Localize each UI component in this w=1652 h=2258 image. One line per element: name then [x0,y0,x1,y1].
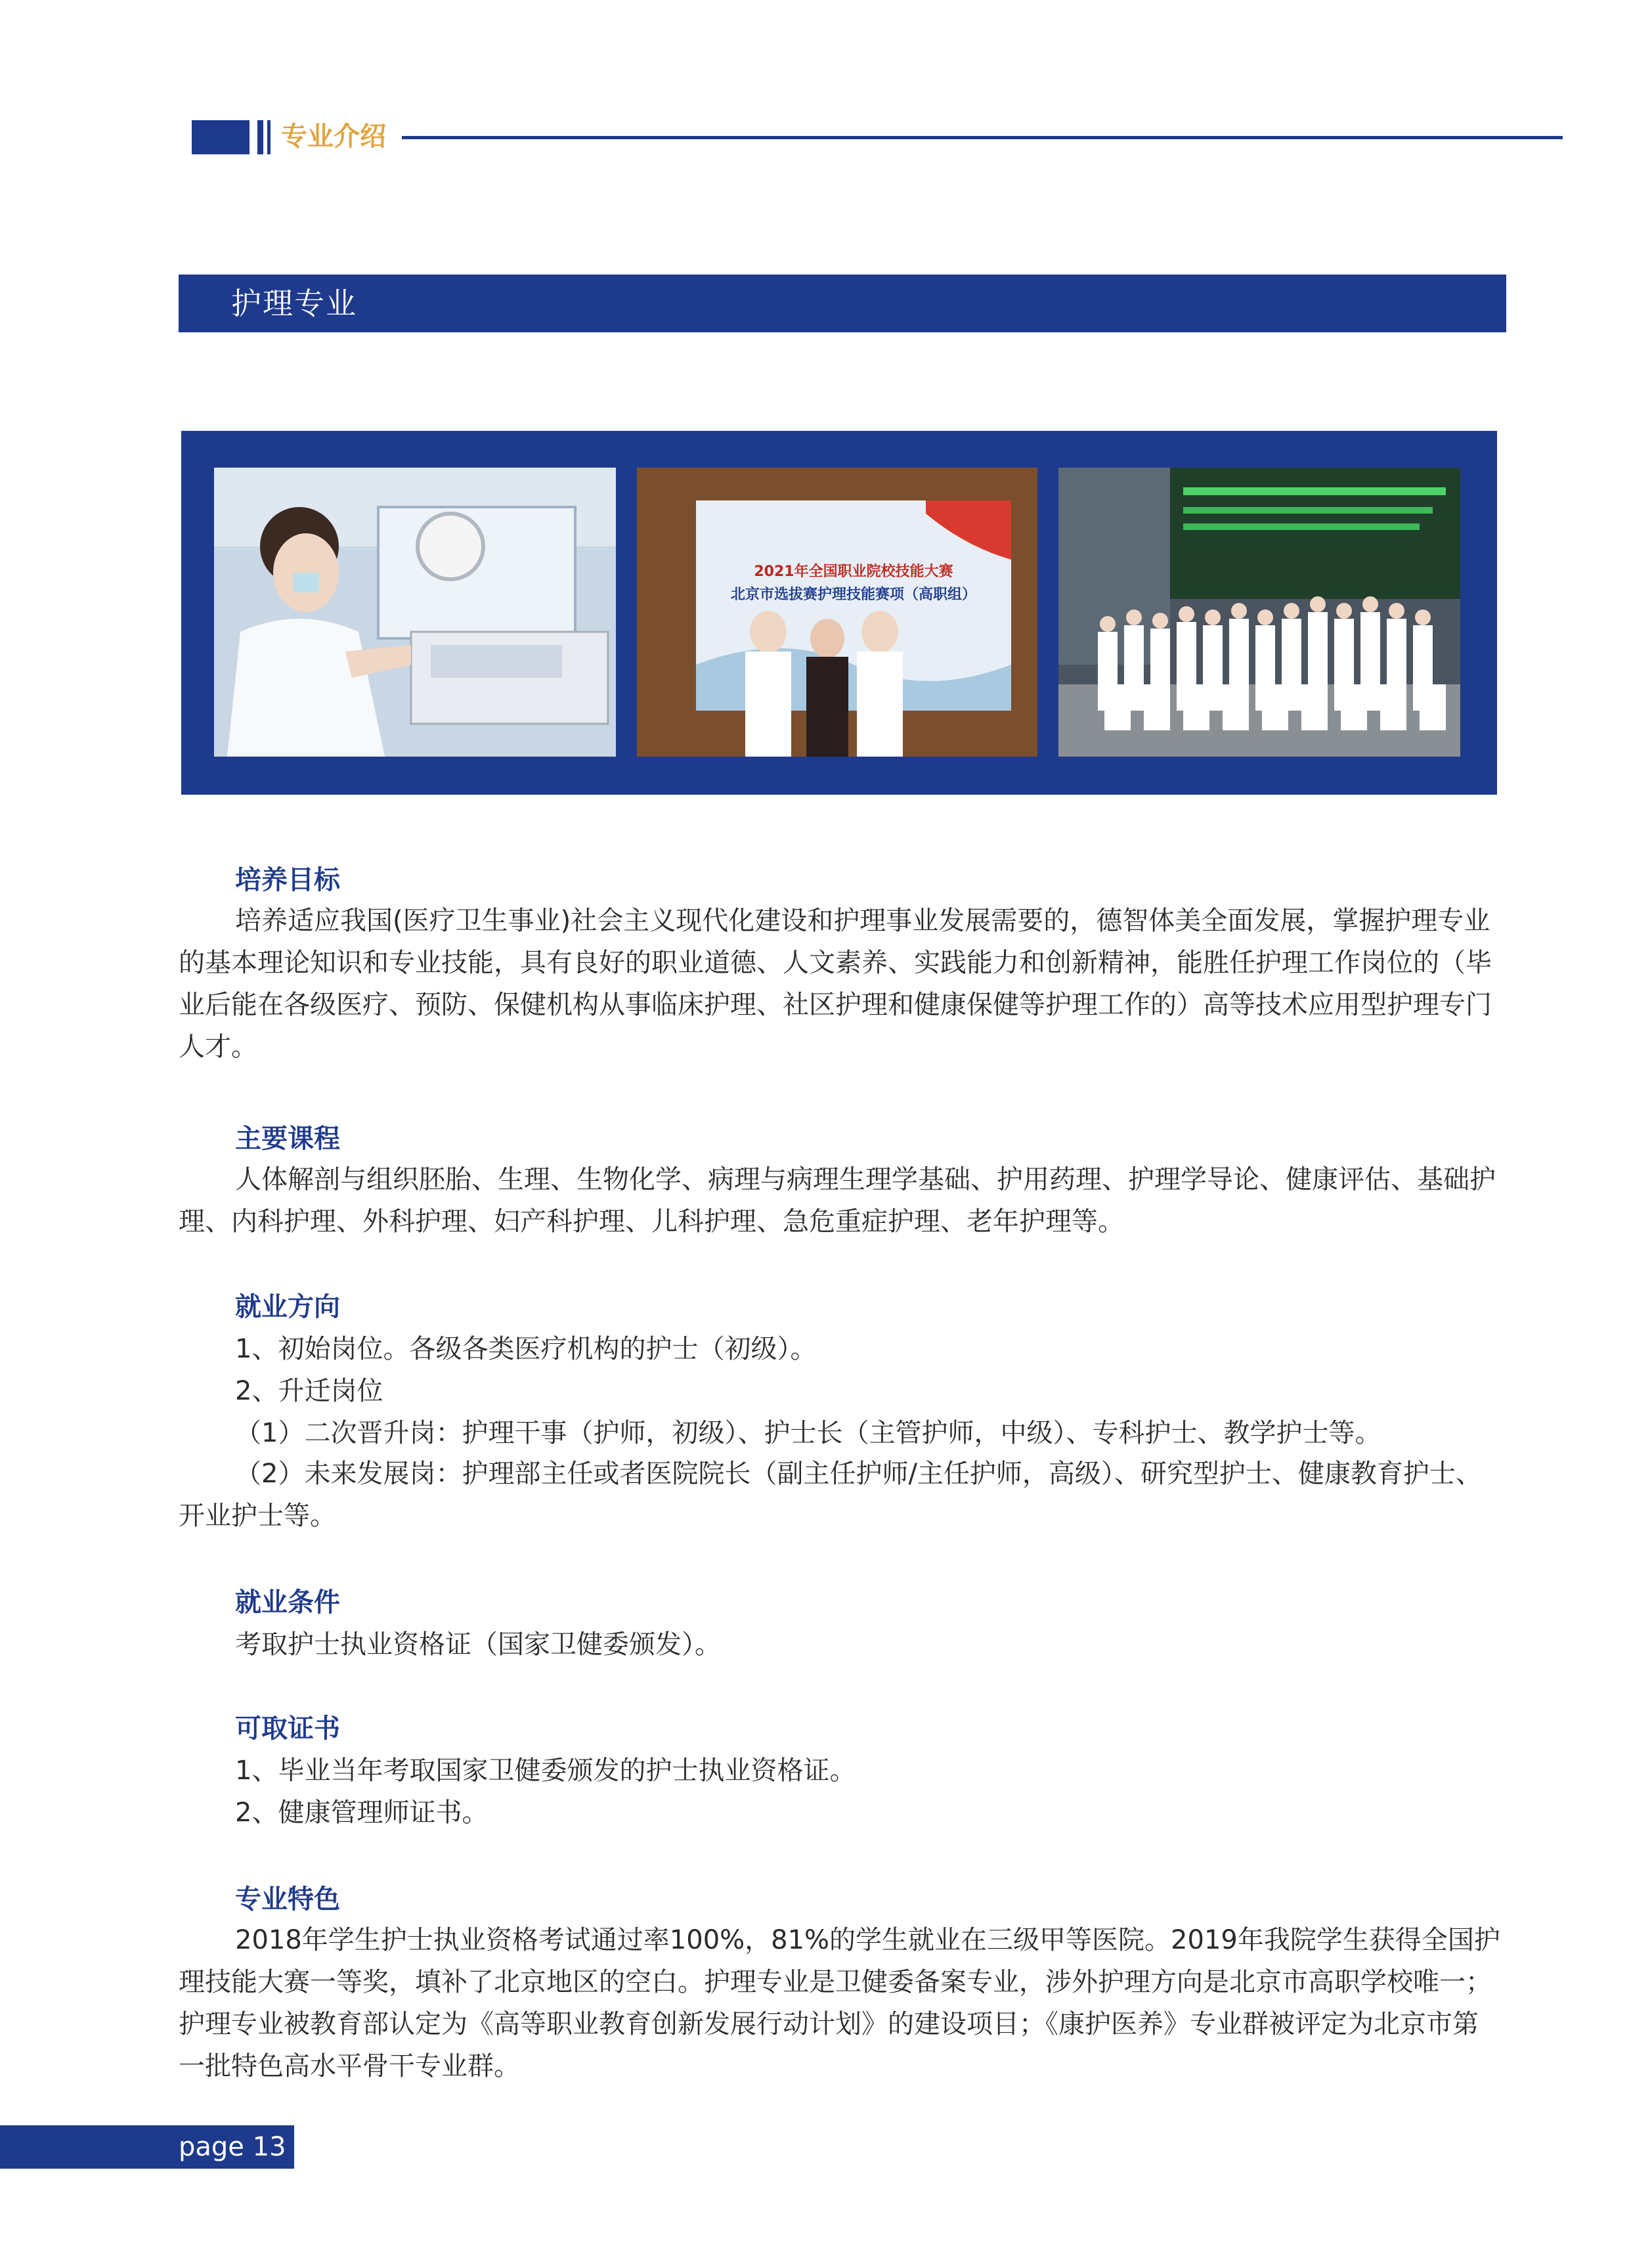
section-text-features: 2018年学生护士执业资格考试通过率100%，81%的学生就业在三级甲等医院。2019年我院学生获得全国护理技能大赛一等奖，填补了北京地区的空白。护理专业是卫健委备案专业，涉外护理方向是北京市高职学校唯一；护理专业被教育部认定为《高等职业教育创新发展行动计划》的建设项目；《康护医养》专业群被评定为北京市第一批特色高水平骨干专业群。 [179,1925,1500,2081]
section-text-courses: 人体解剖与组织胚胎、生理、生物化学、病理与病理生理学基础、护用药理、护理学导论、健康评估、基础护理、内科护理、外科护理、妇产科护理、儿科护理、急危重症护理、老年护理等。 [179,1164,1496,1237]
page-number: page 13 [179,2132,286,2162]
section-title-features: 专业特色 [235,1884,340,1915]
skills-competition-photo [637,468,1037,757]
cert-line: 2、健康管理师证书。 [235,1798,489,1828]
header-rule [402,136,1563,139]
career-line: 1、初始岗位。各级各类医疗机构的护士（初级）。 [235,1334,817,1364]
svg-text:2021年全国职业院校技能大赛: 2021年全国职业院校技能大赛 [754,564,953,580]
section-title-goal: 培养目标 [235,865,340,895]
header-stripe [267,120,271,154]
svg-text:北京市选拔赛护理技能赛项（高职组）: 北京市选拔赛护理技能赛项（高职组） [730,587,977,603]
header-accent-block [192,120,250,154]
career-line: 2、升迁岗位 [235,1376,383,1406]
section-text-goal: 培养适应我国(医疗卫生事业)社会主义现代化建设和护理事业发展需要的，德智体美全面发展，掌握护理专业的基本理论知识和专业技能，具有良好的职业道德、人文素养、实践能力和创新精神，能胜任护理工作岗位的（毕业后能在各级医疗、预防、保健机构从事临床护理、社区护理和健康保健等护理工作的）高等技术应用型护理专门人才。 [179,906,1492,1062]
nurse-incubator-photo [214,468,616,757]
conditions-line: 考取护士执业资格证（国家卫健委颁发）。 [235,1629,721,1660]
section-title-courses: 主要课程 [235,1124,340,1154]
section-banner [179,275,1506,332]
nurses-group-photo [1058,468,1460,757]
banner-title: 护理专业 [231,286,357,321]
header-title: 专业介绍 [281,122,386,152]
photo-strip [181,431,1497,795]
page-footer [0,2125,294,2169]
section-title-career: 就业方向 [235,1292,340,1322]
section-title-conditions: 就业条件 [235,1587,340,1618]
section-title-certs: 可取证书 [235,1714,340,1744]
cert-line: 1、毕业当年考取国家卫健委颁发的护士执业资格证。 [235,1756,856,1786]
header-stripe [257,120,263,154]
career-line: （2）未来发展岗：护理部主任或者医院院长（副主任护师/主任护师，高级）、研究型护士、健康教育护士、开业护士等。 [179,1459,1482,1531]
career-line: （1）二次晋升岗：护理干事（护师，初级）、护士长（主管护师，中级）、专科护士、教学护士等。 [235,1418,1381,1448]
